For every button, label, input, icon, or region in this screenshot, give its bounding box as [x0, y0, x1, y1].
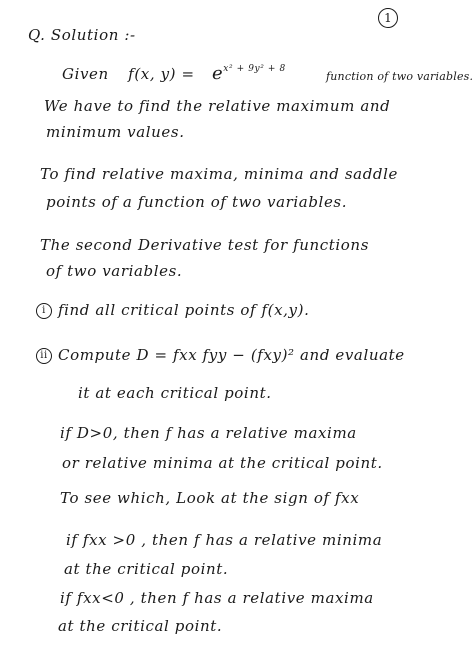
- if-fxx-positive-line-2: at the critical point.: [64, 560, 229, 578]
- if-fxx-negative-line-1: if fxx<0 , then f has a relative maxima: [60, 589, 374, 607]
- given-rhs-base: e: [212, 63, 224, 84]
- given-rhs-exponent: x² + 9y² + 8: [223, 64, 286, 74]
- to-find-line-2: points of a function of two variables.: [46, 193, 348, 211]
- second-derivative-line-1: The second Derivative test for functions: [40, 236, 369, 254]
- step-ii-text-a: Compute D = fxx fyy − (fxy)² and evaluate: [58, 346, 405, 364]
- if-fxx-positive-line-1: if fxx >0 , then f has a relative minima: [66, 531, 383, 549]
- see-which-line: To see which, Look at the sign of fxx: [60, 489, 360, 507]
- step-ii-line: [36, 346, 405, 364]
- step-ii-line-b: it at each critical point.: [78, 384, 272, 402]
- step-ii-marker: ii: [36, 348, 52, 364]
- second-derivative-line-2: of two variables.: [46, 262, 183, 280]
- page-number-circle: 1: [378, 8, 398, 28]
- given-function-line: [62, 62, 286, 83]
- we-have-line-1: We have to find the relative maximum and: [44, 97, 391, 115]
- step-i-line: [36, 301, 309, 319]
- if-d-line-2: or relative minima at the critical point.: [62, 454, 383, 472]
- to-find-line-1: To find relative maxima, minima and saddle: [40, 165, 398, 183]
- step-i-marker: i: [36, 303, 52, 319]
- question-solution-heading: Q. Solution :-: [28, 26, 136, 44]
- given-note: function of two variables.: [326, 70, 474, 83]
- given-lhs: f(x, y) =: [128, 65, 195, 83]
- if-fxx-negative-line-2: at the critical point.: [58, 617, 223, 635]
- if-d-line-1: if D>0, then f has a relative maxima: [60, 424, 357, 442]
- given-label: Given: [62, 65, 109, 83]
- step-i-text: find all critical points of f(x,y).: [58, 301, 310, 319]
- we-have-line-2: minimum values.: [46, 123, 185, 141]
